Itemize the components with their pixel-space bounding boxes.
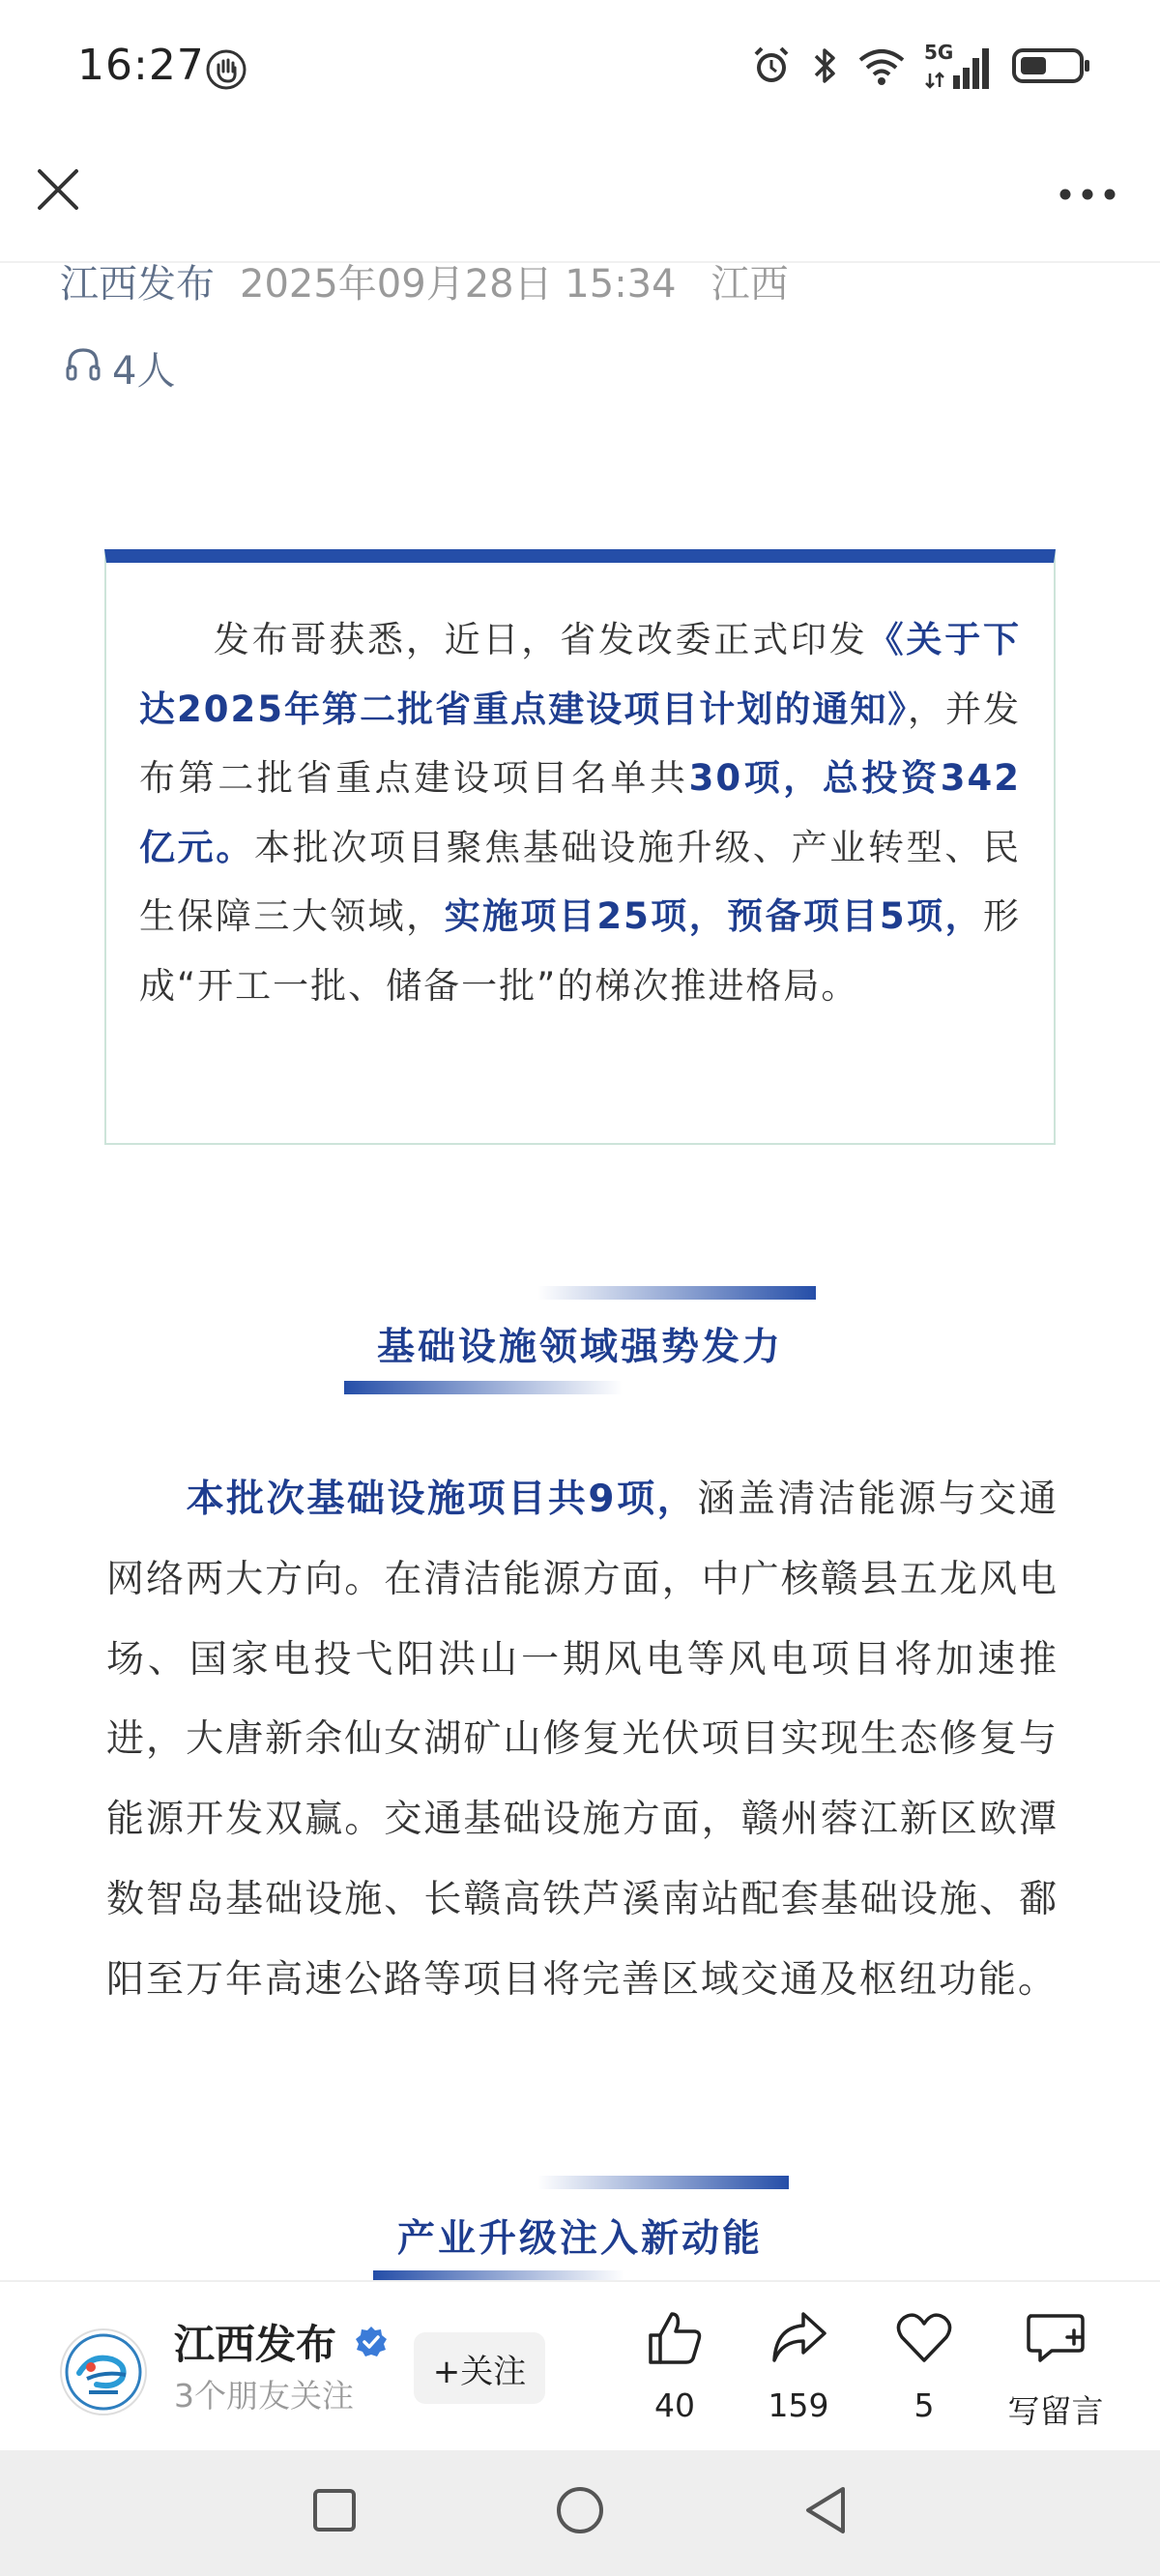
close-button[interactable] (29, 162, 87, 220)
hand-icon (205, 48, 247, 91)
heading-top-bar (537, 1286, 816, 1300)
wifi-icon (856, 44, 907, 91)
share-count: 159 (768, 2386, 829, 2424)
bluetooth-icon (810, 44, 839, 91)
summary-project-counts: 实施项目25项，预备项目5项， (444, 895, 984, 937)
summary-box (104, 549, 1056, 1145)
listener-count (64, 340, 175, 395)
summary-part-5: 本批次项目聚焦基础设施升级、产业转型、民生保障三大领域， (139, 826, 1022, 937)
meta-source[interactable]: 江西发布 (60, 262, 215, 307)
summary-notice-title: 《关于下达2025年第二批省重点建设项目计划的通知》 (139, 619, 1022, 730)
alarm-icon (750, 44, 793, 91)
heading-top-bar-2 (537, 2176, 789, 2189)
square-icon (311, 2487, 358, 2537)
author-friends-follow: 3个朋友关注 (174, 2377, 354, 2415)
heading-bottom-bar (344, 1381, 623, 1394)
heart-icon (893, 2307, 955, 2369)
network-type: 5G (924, 41, 954, 64)
headphones-icon (64, 344, 102, 393)
article-meta (60, 253, 789, 308)
signal-icon (924, 41, 994, 91)
bottom-action-bar (0, 2280, 1160, 2450)
section-body-text: 涵盖清洁能源与交通网络两大方向。在清洁能源方面，中广核赣县五龙风电场、国家电投弋阳洪山一期风电等风电项目将加速推进，大唐新余仙女湖矿山修复光伏项目实现生态修复与能源开发双赢。交通基础设施方面，赣州蓉江新区欧潭数智岛基础设施、长赣高铁芦溪南站配套基础设施、鄱阳至万年高速公路等项目将完善区域交通及枢纽功能。 (106, 1478, 1058, 2002)
share-button[interactable] (740, 2307, 856, 2433)
status-bar (0, 0, 1160, 145)
share-icon (768, 2307, 829, 2369)
meta-date: 2025年09月28日 15:34 (240, 262, 677, 307)
close-icon (36, 167, 80, 216)
status-icons (750, 43, 1092, 93)
home-button[interactable] (549, 2481, 611, 2543)
section-lead: 本批次基础设施项目共9项， (186, 1478, 698, 1521)
summary-total: 30项，总投资342亿元。 (139, 757, 1021, 868)
write-comment-button[interactable] (992, 2307, 1119, 2433)
recents-button[interactable] (304, 2481, 365, 2543)
more-button[interactable] (1054, 166, 1121, 224)
battery-icon (1011, 44, 1092, 91)
circle-icon (555, 2485, 605, 2539)
author-avatar[interactable] (60, 2328, 147, 2415)
summary-part-7: 形成“开工一批、储备一批”的梯次推进格局。 (139, 895, 1022, 1007)
favorite-button[interactable] (866, 2307, 982, 2433)
section-title-industry: 产业升级注入新动能 (396, 2217, 763, 2261)
write-comment-label: 写留言 (1007, 2392, 1104, 2430)
back-button[interactable] (795, 2481, 856, 2543)
listener-count-text: 4人 (112, 349, 176, 394)
comment-icon (1025, 2307, 1087, 2369)
summary-part-1: 发布哥获悉，近日，省发改委正式印发 (213, 619, 868, 660)
like-button[interactable] (617, 2307, 733, 2433)
section-title-infrastructure: 基础设施领域强势发力 (376, 1326, 783, 1369)
follow-button[interactable]: +关注 (414, 2332, 545, 2404)
like-count: 40 (654, 2386, 695, 2424)
status-time: 16:27 (77, 41, 205, 90)
section-body-infrastructure (106, 1460, 1058, 2021)
top-nav (0, 145, 1160, 263)
system-nav-bar (0, 2450, 1160, 2576)
thumbs-up-icon (644, 2307, 706, 2369)
verified-icon (354, 2325, 389, 2359)
favorite-count: 5 (914, 2386, 935, 2424)
back-triangle-icon (802, 2485, 849, 2539)
more-icon (1058, 187, 1116, 205)
author-name[interactable]: 江西发布 (174, 2321, 337, 2368)
summary-part-3: ，并发布第二批省重点建设项目名单共 (139, 688, 1022, 799)
summary-text (139, 605, 1021, 1020)
meta-region: 江西 (710, 262, 789, 307)
